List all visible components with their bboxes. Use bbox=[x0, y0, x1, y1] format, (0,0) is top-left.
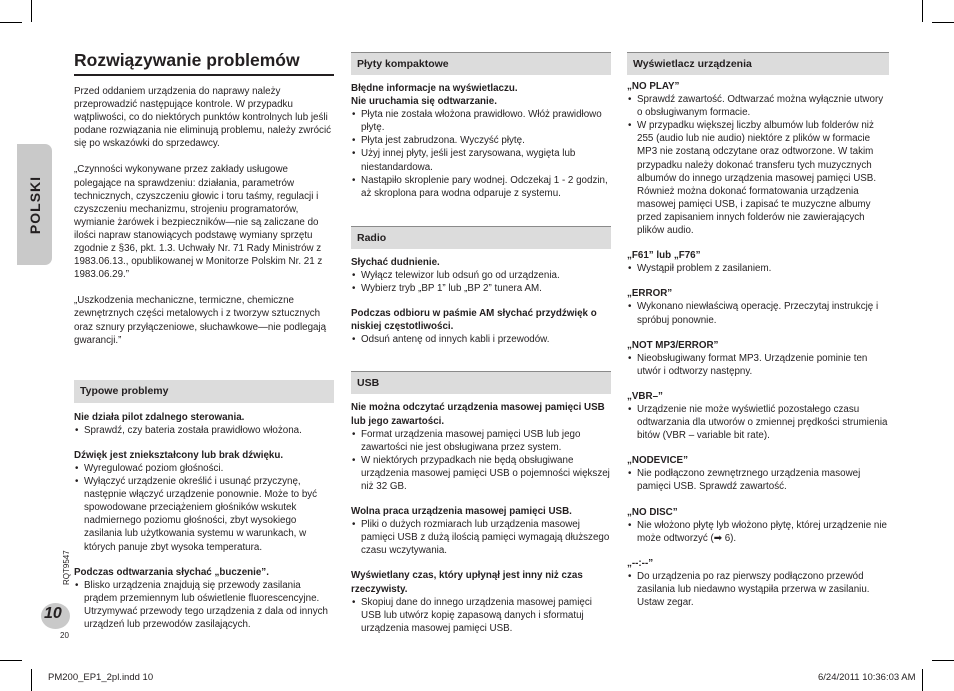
problem-question: Błędne informacje na wyświetlaczu. Nie uruchamia się odtwarzanie. bbox=[351, 83, 518, 108]
solution-item: • Płyta jest zabrudzona. Wyczyść płytę. bbox=[351, 134, 611, 147]
solution-item: • Płyta nie została włożona prawidłowo. Włóż prawidłowo płytę. bbox=[351, 108, 611, 134]
problem-group bbox=[74, 411, 334, 437]
solution-item: • Nastąpiło skroplenie pary wodnej. Odczekaj 1 - 2 godzin, aż skroplona para wodna odparuje z systemu. bbox=[351, 174, 611, 200]
problem-group bbox=[627, 390, 889, 442]
solution-item: • W niektórych przypadkach nie będą obsługiwane urządzenia masowej pamięci USB o pojemności większej niż 32 GB. bbox=[351, 454, 611, 493]
middle-column bbox=[351, 52, 611, 647]
solution-item: • Nie podłączono zewnętrznego urządzenia masowej pamięci USB. Sprawdź zawartość. bbox=[627, 467, 889, 493]
solution-item: • Urządzenie nie może wyświetlić pozostałego czasu odtwarzania dla utworów o zmiennej prędkości strumienia bitów (VBR – variable bit rate). bbox=[627, 403, 889, 442]
section-problems bbox=[351, 401, 611, 635]
solution-list bbox=[351, 269, 611, 295]
problem-group bbox=[627, 339, 889, 378]
solution-item: • Skopiuj dane do innego urządzenia masowej pamięci USB lub utwórz kopię zapasową danych i sformatuj urządzenia masowej pamięci USB. bbox=[351, 596, 611, 635]
typical-problems-list bbox=[74, 411, 334, 631]
solution-list bbox=[627, 300, 889, 326]
solution-item: • Wystąpił problem z zasilaniem. bbox=[627, 262, 889, 275]
warranty-notice: „Uszkodzenia mechaniczne, termiczne, chemiczne zewnętrznych części metalowych i z tworzyw sztucznych oraz sznury przyłączeniowe, słuchawkowe—nie podlegają gwarancji.” bbox=[74, 295, 327, 346]
section-header-radio: Radio bbox=[351, 226, 611, 249]
solution-list bbox=[351, 428, 611, 493]
problem-group bbox=[74, 449, 334, 554]
section-header-typical: Typowe problemy bbox=[74, 380, 334, 403]
crop-mark bbox=[932, 22, 954, 23]
solution-list bbox=[74, 424, 334, 437]
footer-date: 6/24/2011 10:36:03 AM bbox=[818, 672, 916, 683]
language-tab-label: POLSKI bbox=[26, 175, 43, 234]
solution-item: • Sprawdź, czy bateria została prawidłowo włożona. bbox=[74, 424, 334, 437]
crop-mark bbox=[31, 0, 32, 22]
crop-mark bbox=[922, 669, 923, 691]
solution-item: • Wybierz tryb „BP 1” lub „BP 2” tunera AM. bbox=[351, 282, 611, 295]
problem-question: „NO PLAY” bbox=[627, 81, 680, 92]
solution-item: • Pliki o dużych rozmiarach lub urządzenia masowej pamięci USB z dużą ilością pamięci wymagają dłuższego czasu wczytywania. bbox=[351, 518, 611, 557]
crop-mark bbox=[932, 660, 954, 661]
solution-item: • Format urządzenia masowej pamięci USB lub jego zawartości nie jest obsługiwana przez system. bbox=[351, 428, 611, 454]
section-problems bbox=[351, 256, 611, 347]
solution-item: • Wyłączyć urządzenie określić i usunąć przyczynę, następnie włączyć urządzenie ponownie. Może to być spowodowane przeciążeniem głośników wskutek nadmiernego poziomu głośności, zbyt wysokiego zasilania lub użytkowania systemu w warunkach, w których panuje zbyt wysoka temperatura. bbox=[74, 475, 334, 554]
problem-question: „ERROR” bbox=[627, 288, 673, 300]
solution-item: • Wykonano niewłaściwą operację. Przeczytaj instrukcję i spróbuj ponownie. bbox=[627, 300, 889, 326]
language-tab bbox=[17, 144, 52, 265]
problem-group bbox=[351, 256, 611, 295]
footer-file: PM200_EP1_2pl.indd 10 bbox=[48, 672, 154, 683]
problem-question: „F61” lub „F76” bbox=[627, 250, 701, 262]
problem-group bbox=[351, 569, 611, 634]
crop-mark bbox=[0, 22, 22, 23]
problem-group bbox=[351, 505, 611, 557]
problem-question: Wyświetlany czas, który upłynął jest inny niż czas rzeczywisty. bbox=[351, 570, 583, 595]
display-messages-list bbox=[627, 80, 889, 609]
problem-question: Podczas odbioru w paśmie AM słychać przydźwięk o niskiej częstotliwości. bbox=[351, 308, 597, 333]
solution-item: • Użyj innej płyty, jeśli jest zarysowana, wygięta lub niestandardowa. bbox=[351, 147, 611, 173]
solution-item: • Odsuń antenę od innych kabli i przewodów. bbox=[351, 333, 611, 346]
section-header-cd: Płyty kompaktowe bbox=[351, 52, 611, 75]
solution-item: • Wyłącz telewizor lub odsuń go od urządzenia. bbox=[351, 269, 611, 282]
solution-item: • Nie włożono płytę lyb włożono płytę, której urządzenie nie może odtworzyć (➡ 6). bbox=[627, 519, 889, 545]
solution-list bbox=[351, 518, 611, 557]
problem-question: „NOT MP3/ERROR” bbox=[627, 339, 719, 351]
solution-list bbox=[627, 262, 889, 275]
problem-question: Nie działa pilot zdalnego sterowania. bbox=[74, 411, 245, 423]
page-number: 10 bbox=[44, 605, 62, 622]
service-notice: „Czynności wykonywane przez zakłady usługowe polegające na sprawdzeniu: działania, parametrów technicznych, czyszczeniu głowic i toru taśmy, regulacji i czyszczeniu mechanizmu, strojeniu programatorów, wymianie żarówek i bezpieczników—nie są zaliczane do ilości napraw stanowiących podstawę wymiany sprzętu zgodnie z §36, pkt. 1.3. Uchwały Nr. 71 Rady Ministrów z 1983.06.13., opublikowanej w Monitorze Polskim Nr. 21 z 1983.06.29.” bbox=[74, 164, 323, 281]
document-code: RQT9547 bbox=[62, 550, 71, 585]
problem-group bbox=[351, 307, 611, 346]
section-problems bbox=[351, 82, 611, 200]
solution-list bbox=[351, 333, 611, 346]
solution-item: • Blisko urządzenia znajdują się przewody zasilania prądem przemiennym lub oświetlenie fluorescencyjne. Utrzymywać przewody tego urządzenia z dala od innych urządzeń lub przewodów zasilających. bbox=[74, 579, 334, 631]
solution-item: • Sprawdź zawartość. Odtwarzać można wyłącznie utwory o obsługiwanym formacie. bbox=[627, 93, 889, 119]
problem-group bbox=[627, 249, 889, 275]
solution-item: • W przypadku większej liczby albumów lub folderów niż 255 (audio lub nie audio) niektóre z plików w formacie MP3 nie zostaną odczytane oraz odtworzone. W takim przypadku należy dokonać transferu tych muzycznych albumów do innego urządzenia masowej pamięci USB. Również można dokonać formatowania urządzenia masowej pamięci USB, i zapisać te muzyczne albumy przed zapisaniem innych folderów nie zawierających plików audio. bbox=[627, 119, 889, 237]
solution-list bbox=[351, 108, 611, 200]
problem-question: Słychać dudnienie. bbox=[351, 256, 440, 268]
solution-list bbox=[627, 467, 889, 493]
problem-question: Nie można odczytać urządzenia masowej pamięci USB lub jego zawartości. bbox=[351, 402, 605, 427]
left-column bbox=[74, 50, 334, 643]
crop-mark bbox=[0, 660, 22, 661]
solution-list bbox=[627, 570, 889, 609]
problem-group bbox=[627, 80, 889, 237]
problem-group bbox=[627, 287, 889, 326]
problem-group bbox=[627, 454, 889, 493]
problem-question: Dźwięk jest zniekształcony lub brak dźwięku. bbox=[74, 449, 284, 461]
solution-item: • Do urządzenia po raz pierwszy podłączono przewód zasilania lub niedawno wystąpiła przerwa w zasilaniu. Ustaw zegar. bbox=[627, 570, 889, 609]
problem-group bbox=[627, 506, 889, 545]
solution-list bbox=[627, 519, 889, 545]
intro-paragraph: Przed oddaniem urządzenia do naprawy należy przeprowadzić następujące kontrole. W przypadku wątpliwości, co do niektórych punktów kontrolnych lub jeśli podane rozwiązania nie eliminują problemu, należy zwrócić się po wskazówki do sprzedawcy. bbox=[74, 86, 332, 150]
problem-group bbox=[351, 401, 611, 493]
right-column bbox=[627, 52, 889, 621]
solution-list bbox=[74, 579, 334, 631]
section-header-usb: USB bbox=[351, 371, 611, 394]
solution-list bbox=[627, 352, 889, 378]
section-header-display: Wyświetlacz urządzenia bbox=[627, 52, 889, 75]
problem-group bbox=[74, 566, 334, 631]
crop-mark bbox=[31, 669, 32, 691]
solution-item: • Nieobsługiwany format MP3. Urządzenie pominie ten utwór i odtworzy następny. bbox=[627, 352, 889, 378]
problem-question: „VBR–” bbox=[627, 390, 663, 402]
solution-list bbox=[351, 596, 611, 635]
solution-item: • Wyregulować poziom głośności. bbox=[74, 462, 334, 475]
sheet-number: 20 bbox=[60, 631, 69, 640]
problem-question: „NODEVICE” bbox=[627, 455, 688, 467]
page-title: Rozwiązywanie problemów bbox=[74, 50, 300, 70]
problem-group bbox=[627, 557, 889, 609]
solution-list bbox=[627, 93, 889, 237]
solution-list bbox=[74, 462, 334, 554]
problem-question: „--:--” bbox=[627, 557, 654, 569]
problem-question: Podczas odtwarzania słychać „buczenie”. bbox=[74, 566, 269, 578]
crop-mark bbox=[922, 0, 923, 22]
problem-group bbox=[351, 82, 611, 200]
solution-list bbox=[627, 403, 889, 442]
problem-question: „NO DISC” bbox=[627, 506, 678, 518]
problem-question: Wolna praca urządzenia masowej pamięci USB. bbox=[351, 506, 572, 518]
